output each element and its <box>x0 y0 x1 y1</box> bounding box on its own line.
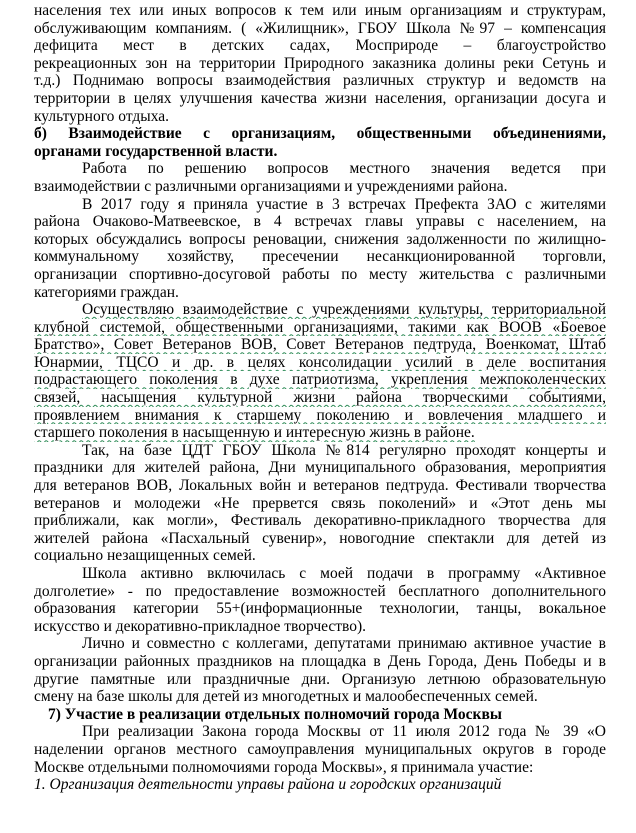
text-line: Лично и совместно с коллегами, депутатами принимаю активное участие в <box>82 635 606 653</box>
text-line: обслуживающим компаниям. ( «Жилищник», ГБОУ Школа №97 – компенсация <box>34 19 606 37</box>
text-line: Школа активно включилась с моей подачи в программу «Активное <box>82 565 606 582</box>
text-line: искусство и декоративно-прикладное творчество). <box>34 617 367 635</box>
text-line: категориями граждан. <box>34 283 179 301</box>
text-line: 1. Организация деятельности управы района и городских организаций <box>34 776 502 794</box>
text-line: организации районных праздников на площадка в День Города, День Победы и в <box>34 652 606 670</box>
text-line: для ветеранов ВОВ, Локальных войн и ветеранов педтруда. Фестивали творчества <box>34 477 606 495</box>
text-line: проявлением внимания к старшему поколению и вовлечения младшего и <box>34 406 606 424</box>
text-line: т.д.) Поднимаю вопросы взаимодействия различных структур и ведомств на <box>34 72 606 90</box>
text-line: организации спортивно-досуговой работы по месту жительства с различными <box>34 265 606 283</box>
text-line: б) Взаимодействие с организациям, общественными объединениями, <box>34 125 606 143</box>
text-line: При реализации Закона города Москвы от 11 июля 2012 года № 39 «О <box>82 723 606 741</box>
text-line: приближали, как могли», Фестиваль декоративно-прикладного творчества для <box>34 512 606 530</box>
text-line: коммунальному хозяйству, пресечении несанкционированной торговли, <box>34 248 606 266</box>
text-line: праздники для жителей района, Дни муниципального образования, мероприятия <box>34 459 606 477</box>
text-line: Братство», Совет Ветеранов ВОВ, Совет Ветеранов педтруда, Военкомат, Штаб <box>34 336 606 354</box>
text-line: клубной системой, общественными организациями, такими как ВООВ «Боевое <box>34 318 606 336</box>
text-line: наделении органов местного самоуправления муниципальных округов в городе <box>34 740 606 758</box>
text-line: взаимодействии с различными организациями и учреждениями района. <box>34 177 508 195</box>
text-line: Работа по решению вопросов местного значения ведется при <box>82 160 606 178</box>
text-line: рекреационных зон на территории Природного заказника долины реки Сетунь и <box>34 54 606 72</box>
text-line: долголетие» - по предоставление возможностей бесплатного дополнительного <box>34 582 606 600</box>
text-line: подрастающего поколения в духе патриотизма, укрепления межпоколенческих <box>34 371 606 389</box>
text-line: Москве отдельными полномочиями города Москвы», я принимала участие: <box>34 758 534 776</box>
text-line: 7) Участие в реализации отдельных полномочий города Москвы <box>48 705 502 723</box>
text-line: которых обсуждались вопросы реновации, снижения задолженности по жилищно- <box>34 230 606 248</box>
text-line: Осуществляю взаимодействие с учреждениями культуры, территориальной <box>82 301 606 319</box>
text-line: органами государственной власти. <box>34 142 278 160</box>
text-line: Так, на базе ЦДТ ГБОУ Школа №814 регулярно проходят концерты и <box>82 441 606 459</box>
text-line: смену на базе школы для детей из многодетных и малообеспеченных семей. <box>34 688 538 706</box>
text-line: населения тех или иных вопросов к тем или иным организациям и структурам, <box>34 2 606 19</box>
text-line: Юнармии, ТЦСО и др. в целях консолидации усилий в деле воспитания <box>34 353 606 371</box>
text-line: социально незащищенных семей. <box>34 547 256 565</box>
text-line: района Очаково-Матвеевское, в 4 встречах главы управы с населением, на <box>34 213 606 231</box>
text-line: ветеранов и молодежи «Не прервется связь поколений» и «Этот день мы <box>34 494 606 512</box>
text-line: жителей района «Пасхальный сувенир», новогодние спектакли для детей из <box>34 529 606 547</box>
text-line: другие памятные или праздничные дни. Организую летнюю образовательную <box>34 670 606 688</box>
text-line: культурного отдыха. <box>34 107 170 125</box>
text-line: В 2017 году я приняла участие в 3 встречах Префекта ЗАО с жителями <box>82 195 606 213</box>
text-line: территории в целях улучшения качества жизни населения, организации досуга и <box>34 89 606 107</box>
text-line: старшего поколения в насыщенную и интересную жизнь в районе. <box>34 424 475 442</box>
text-line: образования категории 55+(информационные технологии, танцы, вокальное <box>34 600 606 618</box>
text-line: дефицита мест в детских садах, Мосприроде – благоустройство <box>34 37 606 55</box>
text-line: связей, насыщения культурной жизни района творческими событиями, <box>34 389 606 407</box>
